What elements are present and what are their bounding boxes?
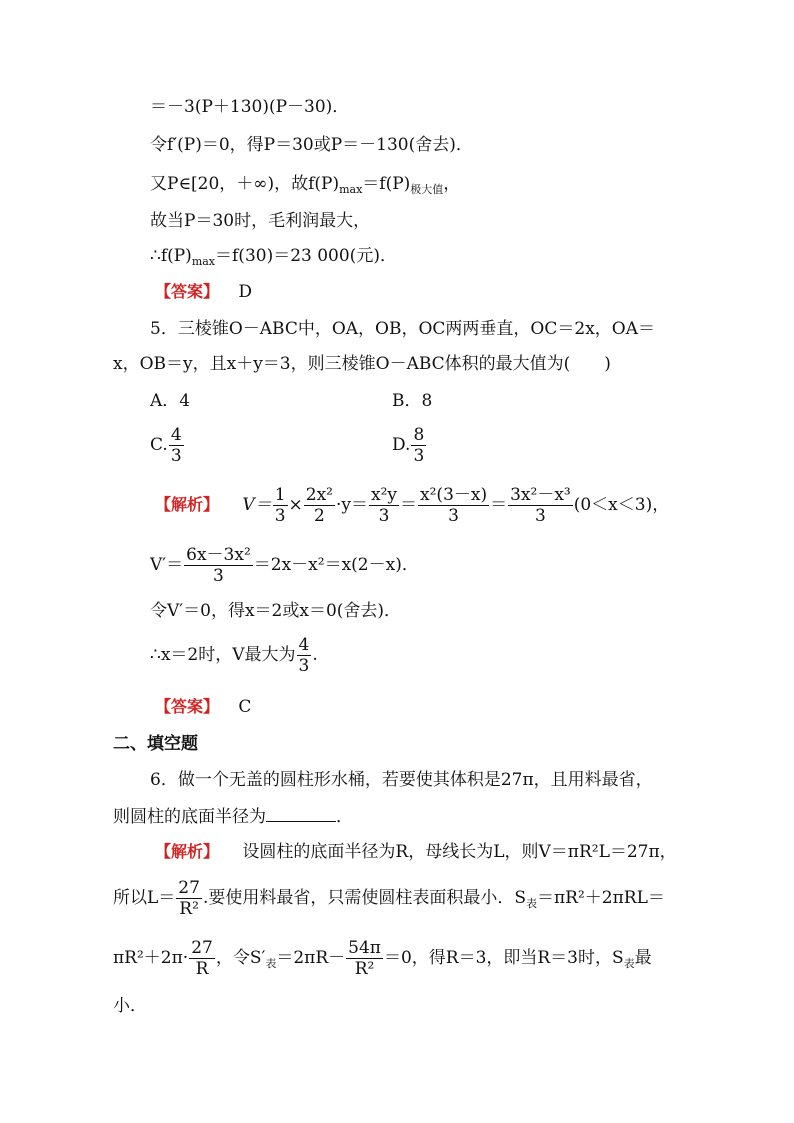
denominator: 3 <box>378 506 390 526</box>
fraction <box>176 878 202 919</box>
solution-5-line-3 <box>150 600 401 622</box>
fraction <box>346 938 383 979</box>
text: 最 <box>634 948 652 968</box>
fraction <box>189 938 215 979</box>
option-a <box>150 390 190 412</box>
fraction <box>297 635 312 676</box>
solution-6-line-1 <box>155 841 677 863</box>
numerator: 4 <box>298 635 310 655</box>
numerator: x²(3－x) <box>420 485 488 505</box>
text: ＝－3(P＋130)(P－30)． <box>150 97 350 117</box>
text: 二、填空题 <box>113 734 198 754</box>
denominator: R² <box>354 959 375 979</box>
text: ， <box>443 174 461 194</box>
text: A．4 <box>150 391 191 411</box>
text: 小． <box>113 996 147 1016</box>
solution-line-2 <box>150 134 473 156</box>
subscript: max <box>339 183 363 196</box>
fraction <box>184 545 253 586</box>
denominator: 3 <box>213 566 224 586</box>
numerator: 54π <box>348 938 381 958</box>
numerator: 2x² <box>305 485 333 505</box>
subscript: 表 <box>265 957 277 970</box>
text: × <box>288 495 303 515</box>
text: ＝0，得R＝3，即当R＝3时，S <box>383 948 624 968</box>
denominator: 3 <box>298 656 310 676</box>
fraction <box>273 485 288 526</box>
solution-line-1 <box>150 96 349 118</box>
subscript: 表 <box>623 957 635 970</box>
answer-row-2 <box>155 696 251 718</box>
text: 令f′(P)＝0，得P＝30或P＝－130(舍去)． <box>150 135 473 155</box>
text: ＝2x－x²＝x(2－x)． <box>253 555 419 575</box>
option-b <box>392 390 432 412</box>
text: ． <box>336 807 353 827</box>
answer-tag: 【答案】 <box>155 282 220 301</box>
text: ＝ <box>490 495 508 515</box>
solution-line-4 <box>150 210 370 232</box>
text: ＝f(30)＝23 000(元)． <box>215 246 397 266</box>
text: D. <box>392 435 411 455</box>
fraction <box>369 485 399 526</box>
text: 故当P＝30时，毛利润最大， <box>150 211 371 231</box>
solution-6-line-2 <box>113 878 665 919</box>
option-d <box>392 425 427 466</box>
subscript: max <box>191 255 216 268</box>
text: ＝ <box>400 495 418 515</box>
text: 所以L＝ <box>113 888 176 908</box>
answer-value: C <box>238 697 252 717</box>
text: 则圆柱的底面半径为 <box>113 807 266 827</box>
option-c <box>150 425 185 466</box>
numerator: 3x²－x³ <box>510 485 571 505</box>
denominator: 3 <box>448 506 459 526</box>
numerator: 8 <box>413 425 425 445</box>
numerator: 1 <box>274 485 286 505</box>
solution-5-line-1 <box>155 485 669 526</box>
text: x，OB＝y，且x＋y＝3，则三棱锥O－ABC体积的最大值为( ) <box>113 354 611 374</box>
subscript: 极大值 <box>410 183 444 196</box>
question-6-line-2 <box>113 805 353 828</box>
solution-line-3 <box>150 173 460 197</box>
subscript: 表 <box>526 897 537 910</box>
text: ·y＝ <box>336 495 369 515</box>
section-heading <box>113 733 198 755</box>
text: B．8 <box>392 391 433 411</box>
answer-tag: 【答案】 <box>155 697 220 716</box>
text: 令V′＝0，得x＝2或x＝0(舍去)． <box>150 601 402 621</box>
fraction <box>169 425 184 466</box>
text: ∴f(P) <box>150 246 192 266</box>
numerator: 27 <box>178 878 200 898</box>
text: 设圆柱的底面半径为R，母线长为L，则V＝πR²L＝27π， <box>242 842 677 862</box>
analysis-tag: 【解析】 <box>155 842 220 861</box>
text: ＝2πR－ <box>276 948 346 968</box>
denominator: 2 <box>313 506 325 526</box>
text: (0＜x＜3)， <box>573 495 670 515</box>
text: ，令S′ <box>215 948 266 968</box>
denominator: 3 <box>413 446 425 466</box>
fraction <box>304 485 335 526</box>
text: . <box>312 645 318 665</box>
denominator: 3 <box>170 446 182 466</box>
text: 5．三棱锥O－ABC中，OA，OB，OC两两垂直，OC＝2x，OA＝ <box>150 319 655 339</box>
text: C. <box>150 435 168 455</box>
answer-blank <box>266 805 336 822</box>
answer-value: D <box>238 282 253 302</box>
text: ＝πR²＋2πRL＝ <box>537 888 665 908</box>
text: πR²＋2π· <box>113 948 189 968</box>
fraction <box>411 425 426 466</box>
text: ∴x＝2时，V最大为 <box>150 645 296 665</box>
denominator: R² <box>179 899 199 919</box>
question-5-line-1 <box>150 318 655 340</box>
numerator: x²y <box>371 485 398 505</box>
text: V′＝ <box>150 555 184 575</box>
question-5-line-2 <box>113 353 611 375</box>
text: 6．做一个无盖的圆柱形水桶，若要使其体积是27π，且用料最省， <box>150 770 653 790</box>
question-6-line-1 <box>150 769 653 791</box>
text: .要使用料最省，只需使圆柱表面积最小．S <box>202 888 526 908</box>
answer-row-1 <box>155 281 252 303</box>
fraction <box>418 485 489 526</box>
solution-6-line-4 <box>113 995 147 1017</box>
text: ＝f(P) <box>362 174 411 194</box>
fraction <box>508 485 573 526</box>
text: V＝ <box>242 495 272 515</box>
solution-6-line-3 <box>113 938 652 979</box>
analysis-tag: 【解析】 <box>155 495 220 514</box>
solution-line-5 <box>150 245 397 269</box>
denominator: 3 <box>274 506 286 526</box>
denominator: R <box>195 959 209 979</box>
text: 又P∈[20，＋∞)，故f(P) <box>150 174 340 194</box>
numerator: 6x－3x² <box>186 545 251 565</box>
solution-5-line-4 <box>150 635 318 676</box>
numerator: 4 <box>170 425 182 445</box>
solution-5-line-2 <box>150 545 419 586</box>
numerator: 27 <box>191 938 213 958</box>
denominator: 3 <box>535 506 546 526</box>
